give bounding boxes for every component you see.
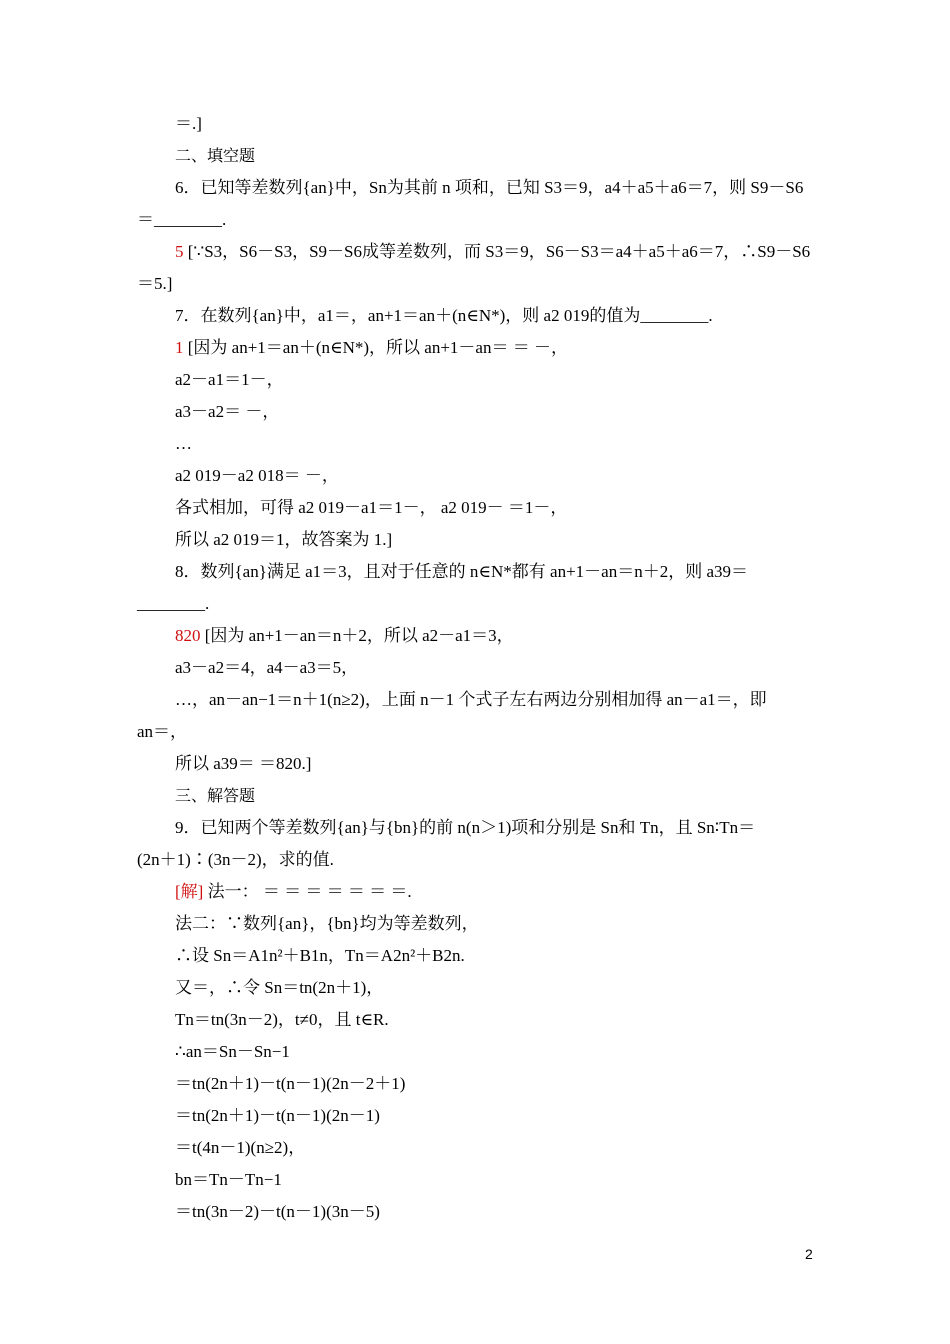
- text-line: [175, 1169, 282, 1191]
- line-text: 二、填空题: [175, 146, 256, 165]
- line-text: ________.: [137, 594, 210, 613]
- text-line: [175, 1041, 290, 1063]
- answer-label: 5: [175, 242, 184, 261]
- text-line: [175, 881, 412, 903]
- text-line: [175, 369, 284, 391]
- text-line: [175, 1105, 380, 1127]
- line-text: 所以 a39＝ ＝820.]: [175, 754, 312, 773]
- line-text: [因为 an+1－an＝n＋2，所以 a2－a1＝3，: [200, 626, 514, 645]
- text-line: [175, 817, 755, 839]
- line-text: a2 019－a2 018＝ －，: [175, 466, 339, 485]
- line-text: ＝5.]: [137, 274, 173, 293]
- line-text: ＝tn(3n－2)－t(n－1)(3n－5): [175, 1202, 380, 1221]
- line-text: …: [175, 434, 192, 453]
- line-text: 9．已知两个等差数列{an}与{bn}的前 n(n＞1)项和分别是 Sn和 Tn，且 Sn∶Tn＝: [175, 818, 756, 837]
- text-line: [175, 945, 465, 967]
- answer-label: [解]: [175, 882, 204, 901]
- text-line: [175, 433, 192, 455]
- text-line: [175, 113, 202, 135]
- line-text: ＝.]: [175, 114, 202, 133]
- line-text: an＝，: [137, 722, 188, 741]
- text-line: [175, 177, 803, 199]
- text-line: [137, 593, 209, 615]
- text-line: [175, 1009, 389, 1031]
- text-line: [175, 977, 383, 999]
- line-text: 8．数列{an}满足 a1＝3，且对于任意的 n∈N*都有 an+1－an＝n＋2，则 a39＝: [175, 562, 748, 581]
- line-text: a3－a2＝4，a4－a3＝5，: [175, 658, 359, 677]
- line-text: (2n＋1)∶(3n－2)，求的值.: [137, 850, 334, 869]
- text-line: [175, 753, 311, 775]
- line-text: 7．在数列{an}中，a1＝，an+1＝an＋(n∈N*)，则 a2 019的值为________.: [175, 306, 713, 325]
- section-heading: [175, 145, 255, 167]
- line-text: 所以 a2 019＝1，故答案为 1.]: [175, 530, 393, 549]
- line-text: ＝t(4n－1)(n≥2)，: [175, 1138, 306, 1157]
- text-line: [175, 465, 339, 487]
- page-number: 2: [805, 1246, 813, 1262]
- line-text: ∴设 Sn＝A1n²＋B1n，Tn＝A2n²＋B2n.: [175, 946, 465, 965]
- answer-label: 1: [175, 338, 184, 357]
- text-line: [175, 241, 810, 263]
- text-line: [175, 1201, 380, 1223]
- line-text: ∴an＝Sn－Sn−1: [175, 1042, 290, 1061]
- line-text: [∵S3，S6－S3，S9－S6成等差数列，而 S3＝9，S6－S3＝a4＋a5＋a6＝7，∴S9－S6: [183, 242, 811, 261]
- text-line: [137, 209, 226, 231]
- line-text: 三、解答题: [175, 786, 256, 805]
- text-line: [175, 497, 567, 519]
- text-line: [137, 849, 334, 871]
- text-line: [175, 401, 279, 423]
- text-line: [175, 529, 392, 551]
- line-text: ＝________.: [137, 210, 227, 229]
- text-line: [175, 689, 767, 711]
- line-text: 法一： ＝ ＝ ＝ ＝ ＝ ＝ ＝.: [203, 882, 412, 901]
- line-text: ＝tn(2n＋1)－t(n－1)(2n－1): [175, 1106, 380, 1125]
- line-text: 法二：∵数列{an}，{bn}均为等差数列，: [175, 914, 479, 933]
- text-line: [137, 273, 172, 295]
- line-text: …，an－an−1＝n＋1(n≥2)，上面 n－1 个式子左右两边分别相加得 an－a1＝，即: [175, 690, 767, 709]
- answer-label: 820: [175, 626, 201, 645]
- text-line: [175, 913, 479, 935]
- section-heading: [175, 785, 255, 807]
- line-text: bn＝Tn－Tn−1: [175, 1170, 282, 1189]
- text-line: [175, 625, 514, 647]
- text-line: [175, 305, 713, 327]
- line-text: ＝tn(2n＋1)－t(n－1)(2n－2＋1): [175, 1074, 406, 1093]
- line-text: a3－a2＝ －，: [175, 402, 280, 421]
- text-line: [175, 1073, 405, 1095]
- line-text: 各式相加，可得 a2 019－a1＝1－， a2 019－ ＝1－，: [175, 498, 568, 517]
- text-line: [175, 337, 568, 359]
- line-text: [因为 an+1＝an＋(n∈N*)，所以 an+1－an＝ ＝ －，: [183, 338, 568, 357]
- text-line: [175, 561, 748, 583]
- line-text: Tn＝tn(3n－2)，t≠0，且 t∈R.: [175, 1010, 389, 1029]
- text-line: [175, 1137, 305, 1159]
- text-line: [175, 657, 358, 679]
- text-line: [137, 721, 187, 743]
- line-text: 6．已知等差数列{an}中，Sn为其前 n 项和，已知 S3＝9，a4＋a5＋a6＝7，则 S9－S6: [175, 178, 804, 197]
- line-text: 又＝，∴令 Sn＝tn(2n＋1)，: [175, 978, 384, 997]
- line-text: a2－a1＝1－，: [175, 370, 284, 389]
